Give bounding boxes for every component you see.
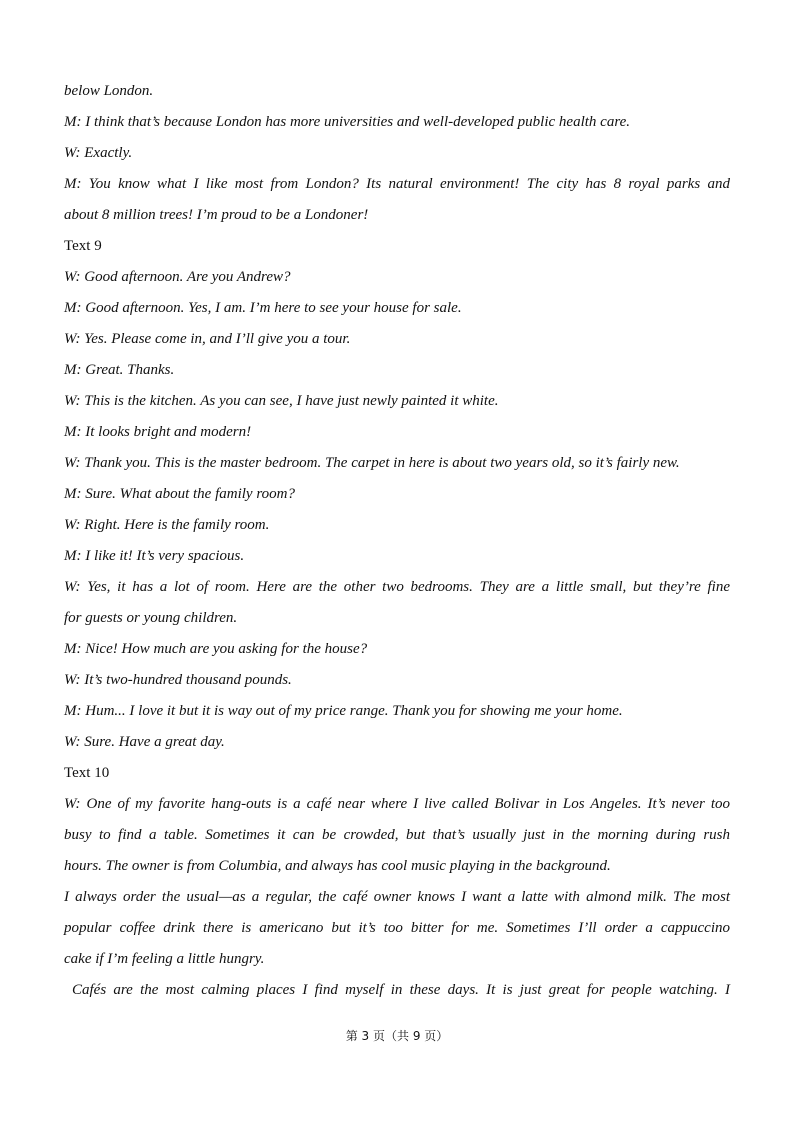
transcript-line: for guests or young children. bbox=[64, 610, 238, 626]
transcript-line: W: It’s two-hundred thousand pounds. bbox=[64, 672, 292, 688]
transcript-line: W: Thank you. This is the master bedroom. The carpet in here is about two years old, so it’s fairly new. bbox=[64, 455, 680, 471]
transcript-line: M: Sure. What about the family room? bbox=[64, 486, 295, 502]
page-footer: 第 3 页（共 9 页） bbox=[345, 1029, 449, 1043]
transcript-line: W: Yes, it has a lot of room. Here are the other two bedrooms. They are a little small, but they’re fine bbox=[64, 579, 730, 595]
transcript-line: busy to find a table. Sometimes it can be crowded, but that’s usually just in the morning during rush bbox=[64, 827, 730, 843]
section-heading: Text 10 bbox=[64, 765, 110, 781]
transcript-line: about 8 million trees! I’m proud to be a Londoner! bbox=[64, 207, 369, 223]
transcript-line: W: Exactly. bbox=[64, 145, 133, 161]
transcript-line: M: It looks bright and modern! bbox=[64, 424, 252, 440]
transcript-line: below London. bbox=[64, 83, 154, 99]
section-heading: Text 9 bbox=[64, 238, 102, 254]
transcript-line: M: Great. Thanks. bbox=[64, 362, 175, 378]
transcript-line: M: Nice! How much are you asking for the house? bbox=[64, 641, 368, 657]
transcript-line: W: One of my favorite hang-outs is a café near where I live called Bolivar in Los Angeles. It’s never too bbox=[64, 796, 730, 812]
transcript-line: W: Right. Here is the family room. bbox=[64, 517, 270, 533]
transcript-line: M: Good afternoon. Yes, I am. I’m here to see your house for sale. bbox=[64, 300, 462, 316]
transcript-line: popular coffee drink there is americano but it’s too bitter for me. Sometimes I’ll order a cappuccino bbox=[64, 920, 730, 936]
transcript-line: M: I like it! It’s very spacious. bbox=[64, 548, 245, 564]
transcript-line: M: You know what I like most from London? Its natural environment! The city has 8 royal parks and bbox=[64, 176, 730, 192]
transcript-line: cake if I’m feeling a little hungry. bbox=[64, 951, 265, 967]
transcript-line: W: Sure. Have a great day. bbox=[64, 734, 225, 750]
transcript-line: W: Yes. Please come in, and I’ll give you a tour. bbox=[64, 331, 351, 347]
transcript-line: Cafés are the most calming places I find myself in these days. It is just great for people watching. I bbox=[72, 982, 730, 998]
transcript-line: W: This is the kitchen. As you can see, I have just newly painted it white. bbox=[64, 393, 499, 409]
transcript-line: M: Hum... I love it but it is way out of my price range. Thank you for showing me your home. bbox=[64, 703, 623, 719]
transcript-line: M: I think that’s because London has more universities and well-developed public health care. bbox=[64, 114, 631, 130]
transcript-line: I always order the usual—as a regular, the café owner knows I want a latte with almond milk. The most bbox=[64, 889, 730, 905]
transcript-line: W: Good afternoon. Are you Andrew? bbox=[64, 269, 291, 285]
transcript-body bbox=[64, 76, 730, 1006]
transcript-line: hours. The owner is from Columbia, and always has cool music playing in the background. bbox=[64, 858, 611, 874]
